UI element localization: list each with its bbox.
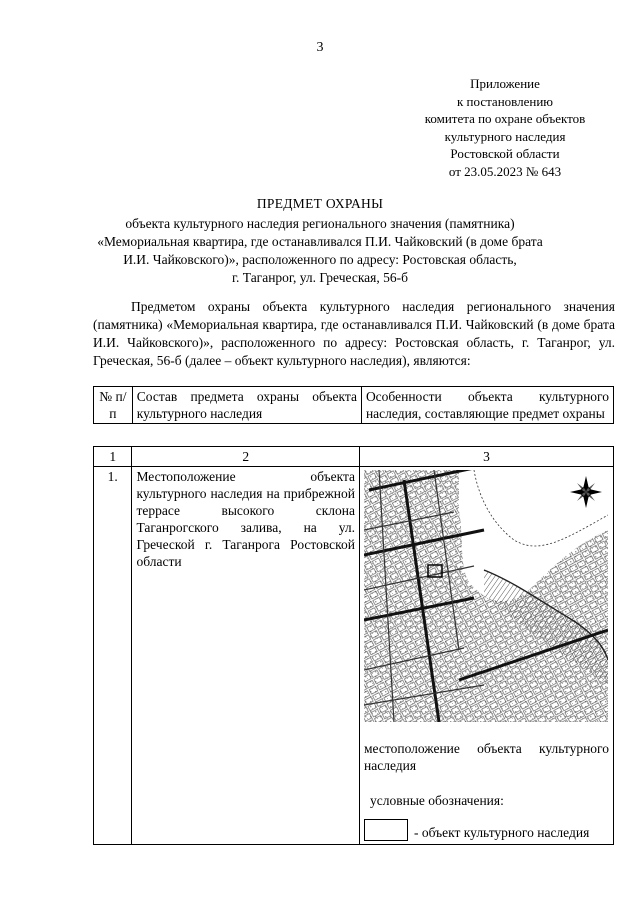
appendix-line: Приложение [470, 76, 540, 91]
column-number: 2 [132, 447, 360, 467]
appendix-line: культурного наследия [444, 128, 566, 144]
appendix-line: от 23.05.2023 № 643 [448, 163, 562, 179]
column-number: 3 [360, 447, 614, 467]
table-row [94, 467, 614, 845]
legend-symbol-box [364, 819, 408, 841]
appendix-line: Ростовской области [450, 146, 560, 161]
intro-paragraph: Предметом охраны объекта культурного наследия регионального значения (памятника) «Мемориальная квартира, где останавливался П.И. Чайковский (в доме брата И.И. Чайковского)», расположенного по адресу: Ростовская область, г. Таганрог, ул. Греческая, 56-б (далее – объект культурного наследия), являются: [93, 299, 615, 368]
column-number-row [94, 447, 614, 467]
title-line: г. Таганрог, ул. Греческая, 56-б [232, 270, 408, 285]
map-caption: местоположение объекта культурного наследия [364, 741, 609, 773]
legend-item [364, 819, 609, 843]
column-number: 1 [94, 447, 132, 467]
title-line: «Мемориальная квартира, где останавливался П.И. Чайковский (в доме брата [97, 234, 543, 249]
composition-cell: Местоположение объекта культурного наследия на прибрежной террасе высокого склона Таганрогского залива, на ул. Греческой г. Таганрога Ростовской области [132, 467, 360, 845]
header-cell-number: № п/п [94, 387, 133, 424]
header-cell-composition: Состав предмета охраны объекта культурного наследия [132, 387, 361, 424]
appendix-line: комитета по охране объектов [424, 111, 586, 126]
legend-item-label: - объект культурного наследия [414, 825, 590, 840]
legend-title: условные обозначения: [370, 793, 504, 808]
appendix-block [400, 75, 610, 180]
header-table [93, 386, 614, 424]
features-cell [360, 467, 614, 845]
location-map [364, 470, 608, 722]
table-header-row [94, 387, 614, 424]
title-line: объекта культурного наследия регионального значения (памятника) [125, 216, 515, 231]
page-number: 3 [316, 40, 324, 55]
row-number: 1. [94, 467, 132, 845]
header-cell-features: Особенности объекта культурного наследия, составляющие предмет охраны [361, 387, 613, 424]
document-title [80, 195, 560, 287]
title-line: И.И. Чайковского)», расположенного по адресу: Ростовская область, [123, 252, 517, 267]
appendix-line: к постановлению [456, 93, 554, 109]
content-table [93, 446, 614, 845]
title-heading: ПРЕДМЕТ ОХРАНЫ [256, 196, 384, 211]
